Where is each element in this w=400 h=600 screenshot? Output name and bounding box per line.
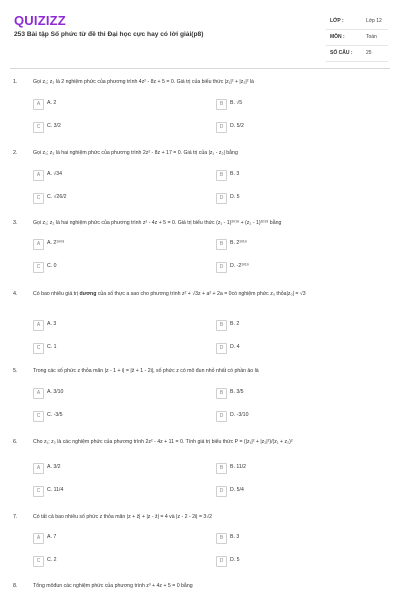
question-text: Cho z₁; z₂ là các nghiệm phức của phương trình 2z² - 4z + 11 = 0. Tính giá trị biểu thức P = (|z₁|² + |z₂|²)/(z₁ + z₂)² xyxy=(33,439,293,445)
option-c[interactable] xyxy=(33,486,193,497)
option-badge: B xyxy=(216,533,227,544)
option-badge: D xyxy=(216,193,227,204)
option-d[interactable] xyxy=(216,486,376,497)
question-text: Tổng môđun các nghiệm phức của phương trình z³ + 4z + 5 = 0 bằng xyxy=(33,583,193,589)
option-text: D. 5 xyxy=(230,557,240,563)
option-badge: B xyxy=(216,239,227,250)
option-text: A. 3/2 xyxy=(47,464,61,470)
question-text: Gọi z₁; z₂ là hai nghiệm phức của phương trình 2z² - 8z + 17 = 0. Giá trị của |z₁ - z₂| bằng xyxy=(33,150,238,156)
option-badge: A xyxy=(33,320,44,331)
option-a[interactable] xyxy=(33,170,193,181)
meta-value: Lớp 12 xyxy=(366,18,382,24)
option-badge: D xyxy=(216,411,227,422)
option-badge: B xyxy=(216,463,227,474)
question-text-emphasis: dương xyxy=(79,291,97,297)
option-badge: C xyxy=(33,262,44,273)
option-badge: A xyxy=(33,463,44,474)
meta-table xyxy=(326,14,388,62)
option-text: D. -2¹⁰¹⁰ xyxy=(230,263,249,269)
meta-row-subject xyxy=(326,30,388,46)
option-text: B. 3 xyxy=(230,534,240,540)
option-a[interactable] xyxy=(33,388,193,399)
option-badge: D xyxy=(216,262,227,273)
worksheet-header xyxy=(0,0,400,66)
meta-value: 25 xyxy=(366,50,372,56)
option-d[interactable] xyxy=(216,193,376,204)
question-number: 4. xyxy=(13,291,18,297)
option-text: D. 4 xyxy=(230,344,240,350)
option-a[interactable] xyxy=(33,239,193,250)
option-a[interactable] xyxy=(33,533,193,544)
option-d[interactable] xyxy=(216,556,376,567)
option-c[interactable] xyxy=(33,193,193,204)
option-d[interactable] xyxy=(216,411,376,422)
option-badge: D xyxy=(216,122,227,133)
option-badge: C xyxy=(33,411,44,422)
question-text: Gọi z₁; z₂ là 2 nghiệm phức của phương trình 4z² - 8z + 5 = 0. Giá trị của biểu thức |z₁|² + |z₂|² là xyxy=(33,79,254,85)
question-number: 1. xyxy=(13,79,18,85)
option-text: A. 2 xyxy=(47,100,57,106)
option-text: B. 2¹⁰¹⁰ xyxy=(230,240,247,246)
option-b[interactable] xyxy=(216,463,376,474)
option-c[interactable] xyxy=(33,122,193,133)
option-badge: D xyxy=(216,556,227,567)
option-badge: A xyxy=(33,99,44,110)
option-badge: D xyxy=(216,343,227,354)
option-text: A. 3/10 xyxy=(47,389,64,395)
option-text: A. 3 xyxy=(47,321,57,327)
option-badge: D xyxy=(216,486,227,497)
question-text: Có tất cả bao nhiêu số phức z thỏa mãn |z + z̄| + |z - z̄| = 4 và |z - 2 - 2i| = 3√2 xyxy=(33,514,213,520)
option-a[interactable] xyxy=(33,320,193,331)
question-text: Gọi z₁; z₂ là hai nghiệm phức của phương trình z² - 4z + 5 = 0. Giá trị biểu thức (z₁ - 1)²⁰¹⁹ + (z₂ - 1)²⁰¹⁹ bằng xyxy=(33,220,282,226)
option-text: D. 5 xyxy=(230,194,240,200)
option-badge: B xyxy=(216,388,227,399)
option-d[interactable] xyxy=(216,122,376,133)
header-divider xyxy=(10,68,390,69)
question-text-part: Có bao nhiêu giá trị xyxy=(33,291,80,297)
option-text: B. √5 xyxy=(230,100,243,106)
question-number: 6. xyxy=(13,439,18,445)
option-badge: C xyxy=(33,486,44,497)
meta-key: SỐ CÂU : xyxy=(330,50,353,56)
meta-row-class xyxy=(326,14,388,30)
option-c[interactable] xyxy=(33,262,193,273)
option-text: A. 2¹⁰⁰⁹ xyxy=(47,240,65,246)
quizizz-logo: QUIZIZZ xyxy=(14,13,66,28)
option-badge: C xyxy=(33,193,44,204)
page-title: 253 Bài tập Số phức từ đề thi Đại học cực hay có lời giải(p8) xyxy=(14,31,204,38)
question-text xyxy=(33,291,383,297)
meta-key: MÔN : xyxy=(330,34,345,40)
option-text: B. 3 xyxy=(230,171,240,177)
option-badge: B xyxy=(216,99,227,110)
option-b[interactable] xyxy=(216,99,376,110)
option-d[interactable] xyxy=(216,262,376,273)
option-text: D. 5/2 xyxy=(230,123,244,129)
option-text: C. 11/4 xyxy=(47,487,64,493)
option-b[interactable] xyxy=(216,388,376,399)
question-number: 8. xyxy=(13,583,18,589)
question-number: 5. xyxy=(13,368,18,374)
question-number: 2. xyxy=(13,150,18,156)
meta-key: LỚP : xyxy=(330,18,344,24)
question-number: 3. xyxy=(13,220,18,226)
option-text: C. 3/2 xyxy=(47,123,61,129)
option-text: C. 2 xyxy=(47,557,57,563)
option-badge: A xyxy=(33,533,44,544)
question-number: 7. xyxy=(13,514,18,520)
option-a[interactable] xyxy=(33,463,193,474)
option-a[interactable] xyxy=(33,99,193,110)
meta-row-count xyxy=(326,46,388,62)
option-c[interactable] xyxy=(33,343,193,354)
option-b[interactable] xyxy=(216,170,376,181)
option-badge: C xyxy=(33,122,44,133)
option-c[interactable] xyxy=(33,556,193,567)
option-text: A. 7 xyxy=(47,534,57,540)
option-text: B. 3/5 xyxy=(230,389,244,395)
option-b[interactable] xyxy=(216,320,376,331)
option-text: C. √26/2 xyxy=(47,194,67,200)
option-text: C. 1 xyxy=(47,344,57,350)
option-text: C. 0 xyxy=(47,263,57,269)
option-badge: A xyxy=(33,388,44,399)
option-c[interactable] xyxy=(33,411,193,422)
option-badge: C xyxy=(33,343,44,354)
option-text: D. 5/4 xyxy=(230,487,244,493)
option-text: A. √34 xyxy=(47,171,62,177)
meta-value: Toán xyxy=(366,34,377,40)
option-text: B. 11/2 xyxy=(230,464,247,470)
option-badge: A xyxy=(33,239,44,250)
option-d[interactable] xyxy=(216,343,376,354)
option-badge: A xyxy=(33,170,44,181)
option-badge: B xyxy=(216,320,227,331)
option-badge: B xyxy=(216,170,227,181)
question-text: Trong các số phức z thỏa mãn |z - 1 + i| = |z̄ + 1 - 2i|, số phức z có mô đun nhỏ nhất có phần ảo là xyxy=(33,368,259,374)
option-text: D. -3/10 xyxy=(230,412,249,418)
option-badge: C xyxy=(33,556,44,567)
option-text: B. 2 xyxy=(230,321,240,327)
option-b[interactable] xyxy=(216,533,376,544)
option-text: C. -3/5 xyxy=(47,412,63,418)
question-text-part: của số thực a sao cho phương trình z² + √3z + a² + 2a = 0có nghiệm phức z₀ thỏa|z₀| = √3 xyxy=(96,291,306,297)
option-b[interactable] xyxy=(216,239,376,250)
